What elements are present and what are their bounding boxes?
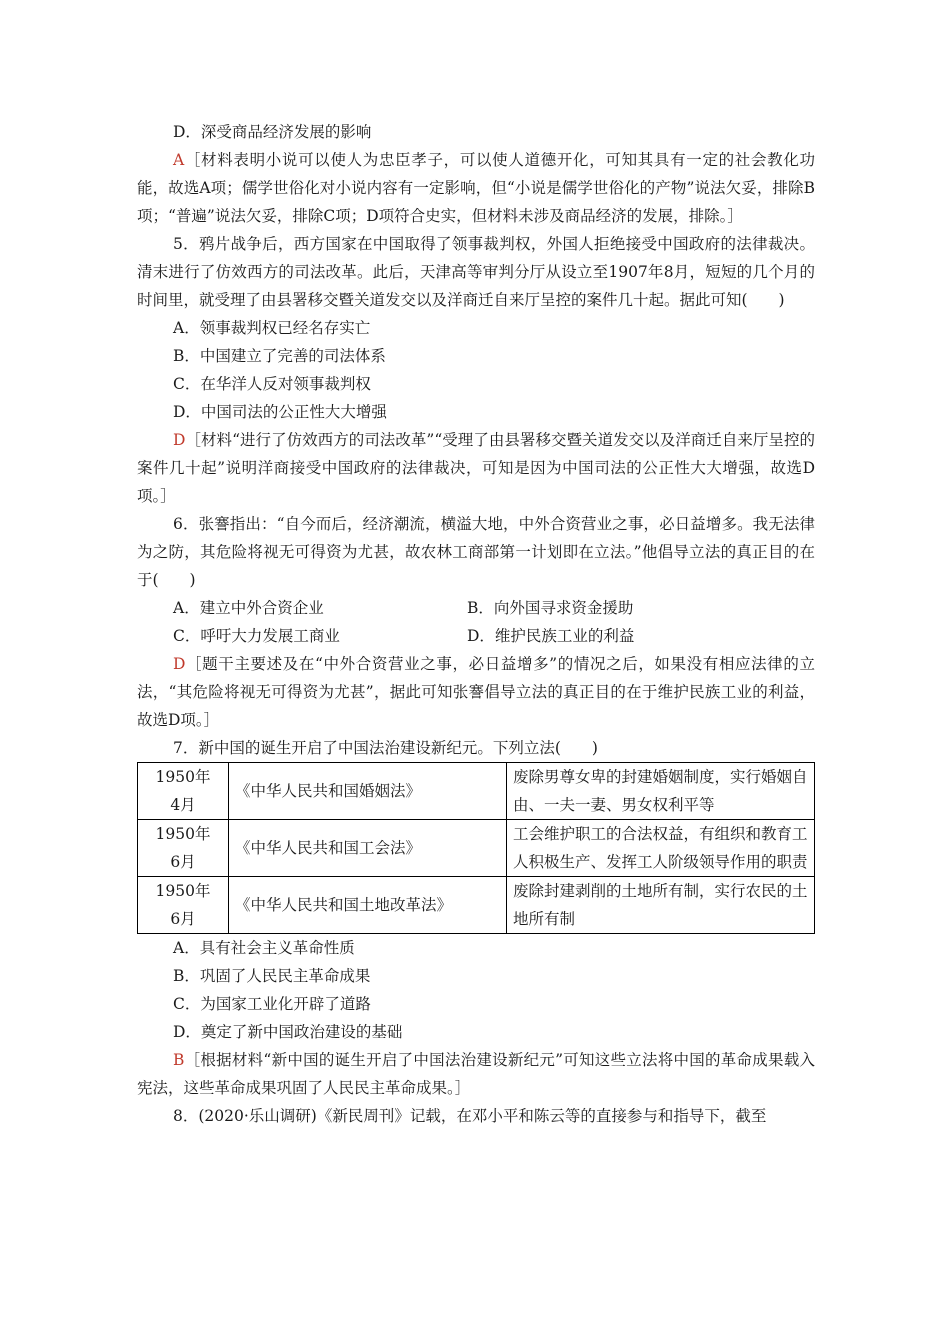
q6-stem: 6．张謇指出：“自今而后，经济潮流，横溢大地，中外合资营业之事，必日益增多。我无法律为之防，其危险将视无可得资为尤甚，故农林工商部第一计划即在立法。”他倡导立法的真正目的在于( ) — [137, 515, 815, 589]
q6-option-a: A．建立中外合资企业 — [173, 599, 324, 617]
q5-option-a: A．领事裁判权已经名存实亡 — [173, 319, 371, 337]
q8-stem: 8．(2020·乐山调研)《新民周刊》记载，在邓小平和陈云等的直接参与和指导下，截至 — [173, 1107, 767, 1125]
q7-stem: 7．新中国的诞生开启了中国法治建设新纪元。下列立法( ) — [173, 739, 598, 757]
law-name-cell: 《中华人民共和国工会法》 — [229, 820, 507, 877]
description-cell: 工会维护职工的合法权益，有组织和教育工人积极生产、发挥工人阶级领导作用的职责 — [507, 820, 815, 877]
date-cell: 1950年 4月 — [138, 763, 229, 820]
document-page — [137, 118, 815, 1130]
q6-option-c: C．呼吁大力发展工商业 — [173, 627, 340, 645]
q7-answer — [137, 1046, 815, 1102]
answer-key: D — [173, 431, 186, 449]
answer-key: B — [173, 1051, 185, 1069]
q6-option-d: D．维护民族工业的利益 — [467, 627, 635, 645]
q5-answer — [137, 426, 815, 510]
q7-option-b: B．巩固了人民民主革命成果 — [173, 967, 371, 985]
answer-text: ［材料“进行了仿效西方的司法改革”“受理了由县署移交暨关道发交以及洋商迁自来厅呈控的案件几十起”说明洋商接受中国政府的法律裁决，可知是因为中国司法的公正性大大增强，故选D项。］ — [137, 431, 815, 505]
date-cell: 1950年 6月 — [138, 877, 229, 934]
q5-option-c: C．在华洋人反对领事裁判权 — [173, 375, 371, 393]
law-name-cell: 《中华人民共和国土地改革法》 — [229, 877, 507, 934]
q6-options-row-1 — [137, 594, 815, 622]
q6-options-row-2 — [137, 622, 815, 650]
answer-text: ［根据材料“新中国的诞生开启了中国法治建设新纪元”可知这些立法将中国的革命成果载入宪法，这些革命成果巩固了人民民主革命成果。］ — [137, 1051, 815, 1097]
q4-answer — [137, 146, 815, 230]
date-cell: 1950年 6月 — [138, 820, 229, 877]
law-name-cell: 《中华人民共和国婚姻法》 — [229, 763, 507, 820]
q7-option-c: C．为国家工业化开辟了道路 — [173, 995, 371, 1013]
q4-option-d: D．深受商品经济发展的影响 — [173, 123, 372, 141]
q7-option-a: A．具有社会主义革命性质 — [173, 939, 355, 957]
q5-option-b: B．中国建立了完善的司法体系 — [173, 347, 386, 365]
answer-key: D — [173, 655, 186, 673]
answer-text: ［材料表明小说可以使人为忠臣孝子，可以使人道德开化，可知其具有一定的社会教化功能，故选A项；儒学世俗化对小说内容有一定影响，但“小说是儒学世俗化的产物”说法欠妥，排除B项；“普遍”说法欠妥，排除C项；D项符合史实，但材料未涉及商品经济的发展，排除。］ — [137, 151, 815, 225]
description-cell: 废除封建剥削的土地所有制，实行农民的土地所有制 — [507, 877, 815, 934]
table-row — [138, 820, 815, 877]
legislation-table — [137, 762, 815, 934]
table-row — [138, 763, 815, 820]
q5-option-d: D．中国司法的公正性大大增强 — [173, 403, 387, 421]
description-cell: 废除男尊女卑的封建婚姻制度，实行婚姻自由、一夫一妻、男女权利平等 — [507, 763, 815, 820]
q6-answer — [137, 650, 815, 734]
q6-option-b: B．向外国寻求资金援助 — [467, 599, 634, 617]
answer-text: ［题干主要述及在“中外合资营业之事，必日益增多”的情况之后，如果没有相应法律的立法，“其危险将视无可得资为尤甚”，据此可知张謇倡导立法的真正目的在于维护民族工业的利益，故选D项。］ — [137, 655, 815, 729]
table-row — [138, 877, 815, 934]
q5-stem: 5．鸦片战争后，西方国家在中国取得了领事裁判权，外国人拒绝接受中国政府的法律裁决。清末进行了仿效西方的司法改革。此后，天津高等审判分厅从设立至1907年8月，短短的几个月的时间里，就受理了由县署移交暨关道发交以及洋商迁自来厅呈控的案件几十起。据此可知( ) — [137, 235, 815, 309]
q7-option-d: D．奠定了新中国政治建设的基础 — [173, 1023, 403, 1041]
answer-key: A — [173, 151, 185, 169]
